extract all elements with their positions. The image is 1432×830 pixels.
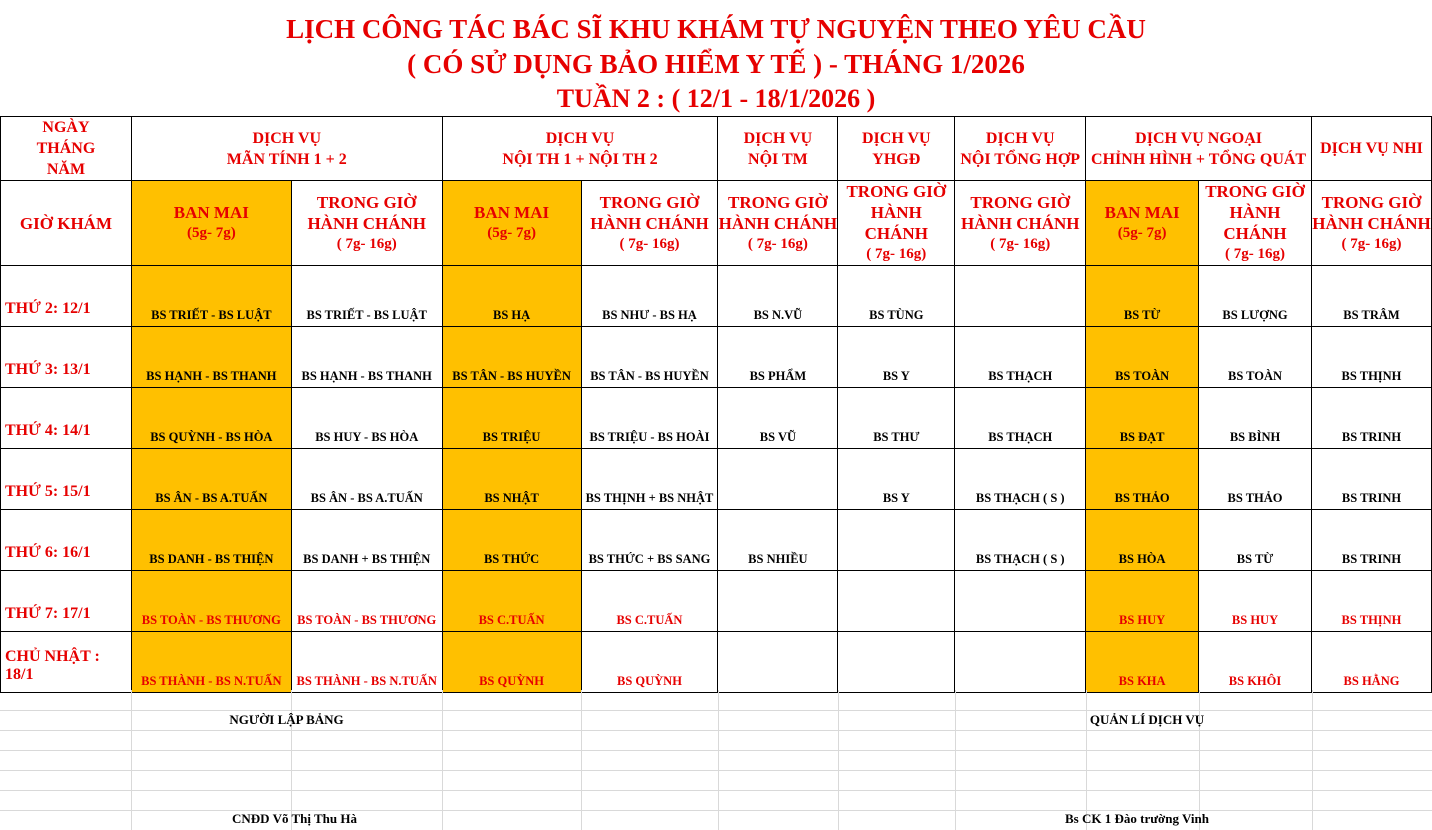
schedule-cell xyxy=(838,510,955,571)
doctor-names: BS NHIỀU xyxy=(748,552,808,566)
schedule-cell xyxy=(581,388,718,449)
service-manager-label: QUẢN LÍ DỊCH VỤ xyxy=(1089,712,1205,727)
schedule-cell xyxy=(838,632,955,693)
hanh-chanh-header: TRONG GIỜ HÀNH CHÁNH ( 7g- 16g) xyxy=(718,181,838,266)
doctor-names: BS TRÂM xyxy=(1343,308,1400,322)
day-label: THỨ 3: 13/1 xyxy=(1,327,132,388)
schedule-cell xyxy=(131,266,291,327)
ban-mai-header: BAN MAI (5g- 7g) xyxy=(131,181,291,266)
schedule-cell xyxy=(718,449,838,510)
table-row xyxy=(1,510,1432,571)
schedule-cell xyxy=(291,632,442,693)
service-manager-name: Bs CK 1 Đào trường Vinh xyxy=(1065,811,1209,826)
doctor-names: BS VŨ xyxy=(759,430,796,444)
table-row xyxy=(1,388,1432,449)
doctor-names: BS HÒA xyxy=(1118,552,1166,566)
schedule-cell xyxy=(1086,632,1199,693)
schedule-cell xyxy=(442,510,581,571)
day-label: CHỦ NHẬT : 18/1 xyxy=(1,632,132,693)
service-header-nhi: DỊCH VỤ NHI xyxy=(1311,117,1431,181)
schedule-cell xyxy=(442,327,581,388)
doctor-names: BS HUY - BS HÒA xyxy=(315,430,419,444)
doctor-names: BS DANH - BS THIỆN xyxy=(149,552,274,566)
schedule-cell xyxy=(1311,571,1431,632)
doctor-names: BS BÌNH xyxy=(1229,430,1281,444)
schedule-cell xyxy=(955,571,1086,632)
schedule-cell xyxy=(442,388,581,449)
schedule-cell xyxy=(442,571,581,632)
schedule-cell xyxy=(1199,266,1312,327)
doctor-names: BS NHƯ - BS HẠ xyxy=(602,308,697,322)
schedule-cell xyxy=(581,266,718,327)
schedule-cell xyxy=(581,510,718,571)
hanh-chanh-header: TRONG GIỜ HÀNH CHÁNH ( 7g- 16g) xyxy=(1199,181,1312,266)
day-label: THỨ 2: 12/1 xyxy=(1,266,132,327)
service-header-noi-tm: DỊCH VỤ NỘI TM xyxy=(718,117,838,181)
schedule-cell xyxy=(1199,571,1312,632)
schedule-cell xyxy=(291,266,442,327)
prepared-by-name: CNĐD Võ Thị Thu Hà xyxy=(232,811,357,826)
doctor-names: BS THỨC + BS SANG xyxy=(588,552,711,566)
doctor-names: BS LƯỢNG xyxy=(1222,308,1288,322)
ban-mai-header: BAN MAI (5g- 7g) xyxy=(1086,181,1199,266)
doctor-names: BS TRINH xyxy=(1341,430,1402,444)
schedule-cell xyxy=(581,632,718,693)
doctor-names: BS QUỲNH - BS HÒA xyxy=(150,430,273,444)
schedule-cell xyxy=(291,449,442,510)
doctor-names: BS HUY xyxy=(1231,613,1279,627)
doctor-names: BS THẢO xyxy=(1227,491,1283,505)
schedule-cell xyxy=(1311,449,1431,510)
doctor-names: BS C.TUẤN xyxy=(478,613,545,627)
schedule-body xyxy=(1,266,1432,693)
schedule-cell xyxy=(291,571,442,632)
doctor-names: BS TÙNG xyxy=(869,308,924,322)
doctor-names: BS TRINH xyxy=(1341,491,1402,505)
doctor-names: BS THỨC xyxy=(483,552,540,566)
doctor-names: BS THẠCH xyxy=(988,430,1053,444)
doctor-names: BS Y xyxy=(882,491,910,505)
hanh-chanh-header: TRONG GIỜ HÀNH CHÁNH ( 7g- 16g) xyxy=(838,181,955,266)
table-row xyxy=(1,327,1432,388)
doctor-names: BS THỊNH xyxy=(1341,613,1402,627)
schedule-cell xyxy=(718,632,838,693)
title-line-3: TUẦN 2 : ( 12/1 - 18/1/2026 ) xyxy=(556,84,876,113)
doctor-names: BS N.VŨ xyxy=(753,308,803,322)
service-header-yhgd: DỊCH VỤ YHGĐ xyxy=(838,117,955,181)
doctor-names: BS THÀNH - BS N.TUẤN xyxy=(296,674,437,688)
doctor-names: BS KHA xyxy=(1118,674,1166,688)
prepared-by-label: NGƯỜI LẬP BẢNG xyxy=(229,712,344,727)
doctor-names: BS HẠ xyxy=(492,308,531,322)
schedule-cell xyxy=(838,388,955,449)
schedule-cell xyxy=(131,510,291,571)
schedule-cell xyxy=(1199,449,1312,510)
footer-block xyxy=(0,690,1432,830)
doctor-names xyxy=(838,566,954,568)
doctor-names xyxy=(718,627,837,629)
doctor-names: BS TRIỆU xyxy=(482,430,541,444)
doctor-names: BS HUY xyxy=(1119,613,1166,627)
ban-mai-header: BAN MAI (5g- 7g) xyxy=(442,181,581,266)
doctor-names: BS KHÔI xyxy=(1228,674,1282,688)
schedule-cell xyxy=(955,632,1086,693)
schedule-cell xyxy=(1199,327,1312,388)
service-header-man-tinh: DỊCH VỤ MÃN TÍNH 1 + 2 xyxy=(131,117,442,181)
title-block xyxy=(0,0,1432,117)
doctor-names: BS PHẨM xyxy=(749,369,807,383)
schedule-cell xyxy=(1311,266,1431,327)
doctor-names: BS THẠCH ( S ) xyxy=(975,491,1065,505)
doctor-names: BS THẠCH ( S ) xyxy=(975,552,1065,566)
schedule-cell xyxy=(718,327,838,388)
doctor-names: BS TOÀN xyxy=(1227,369,1283,383)
date-column-header: NGÀY THÁNG NĂM xyxy=(1,117,132,181)
day-label: THỨ 6: 16/1 xyxy=(1,510,132,571)
day-label: THỨ 7: 17/1 xyxy=(1,571,132,632)
schedule-cell xyxy=(1311,388,1431,449)
title-line-2: ( CÓ SỬ DỤNG BẢO HIỂM Y TẾ ) - THÁNG 1/2026 xyxy=(407,49,1025,79)
doctor-names xyxy=(718,505,837,507)
schedule-cell xyxy=(955,449,1086,510)
schedule-cell xyxy=(581,327,718,388)
table-row xyxy=(1,266,1432,327)
doctor-names: BS NHẬT xyxy=(484,491,539,505)
doctor-names: BS THẢO xyxy=(1114,491,1170,505)
table-row xyxy=(1,449,1432,510)
doctor-names: BS TỪ xyxy=(1123,308,1161,322)
doctor-names: BS HẠNH - BS THANH xyxy=(146,369,277,383)
doctor-names: BS THỊNH + BS NHẬT xyxy=(585,491,714,505)
schedule-cell xyxy=(718,266,838,327)
schedule-cell xyxy=(1311,510,1431,571)
doctor-names: BS QUỲNH xyxy=(479,674,545,688)
schedule-cell xyxy=(1086,449,1199,510)
doctor-names: BS HẰNG xyxy=(1343,674,1400,688)
service-header-noi-th: DỊCH VỤ NỘI TH 1 + NỘI TH 2 xyxy=(442,117,718,181)
hanh-chanh-header: TRONG GIỜ HÀNH CHÁNH ( 7g- 16g) xyxy=(581,181,718,266)
schedule-cell xyxy=(838,571,955,632)
schedule-cell xyxy=(718,388,838,449)
table-row xyxy=(1,571,1432,632)
hanh-chanh-header: TRONG GIỜ HÀNH CHÁNH ( 7g- 16g) xyxy=(291,181,442,266)
schedule-cell xyxy=(131,632,291,693)
schedule-cell xyxy=(442,632,581,693)
schedule-cell xyxy=(442,266,581,327)
schedule-cell xyxy=(955,388,1086,449)
doctor-names: BS ÂN - BS A.TUẤN xyxy=(310,491,423,505)
schedule-cell xyxy=(1086,266,1199,327)
doctor-names: BS TỪ xyxy=(1236,552,1274,566)
schedule-cell xyxy=(955,510,1086,571)
schedule-cell xyxy=(718,510,838,571)
schedule-cell xyxy=(131,571,291,632)
schedule-cell xyxy=(581,449,718,510)
schedule-cell xyxy=(131,327,291,388)
doctor-names: BS TRIẾT - BS LUẬT xyxy=(306,308,427,322)
doctor-names xyxy=(955,322,1085,324)
schedule-cell xyxy=(1311,327,1431,388)
hanh-chanh-header: TRONG GIỜ HÀNH CHÁNH ( 7g- 16g) xyxy=(1311,181,1431,266)
doctor-names: BS DANH + BS THIỆN xyxy=(303,552,431,566)
time-column-header: GIỜ KHÁM xyxy=(1,181,132,266)
doctor-names: BS TÂN - BS HUYỀN xyxy=(452,369,571,383)
doctor-names: BS TOÀN - BS THƯƠNG xyxy=(141,613,281,627)
doctor-names: BS THÀNH - BS N.TUẤN xyxy=(141,674,282,688)
schedule-cell xyxy=(1086,510,1199,571)
doctor-names: BS TOÀN - BS THƯƠNG xyxy=(297,613,437,627)
schedule-cell xyxy=(1311,632,1431,693)
schedule-cell xyxy=(718,571,838,632)
day-label: THỨ 5: 15/1 xyxy=(1,449,132,510)
doctor-names: BS HẠNH - BS THANH xyxy=(301,369,432,383)
title-line-1: LỊCH CÔNG TÁC BÁC SĨ KHU KHÁM TỰ NGUYỆN THEO YÊU CẦU xyxy=(286,14,1146,44)
doctor-names: BS ÂN - BS A.TUẤN xyxy=(155,491,268,505)
schedule-cell xyxy=(581,571,718,632)
schedule-table xyxy=(0,116,1432,693)
schedule-cell xyxy=(1086,571,1199,632)
schedule-cell xyxy=(291,388,442,449)
doctor-names: BS TOÀN xyxy=(1115,369,1170,383)
schedule-cell xyxy=(1086,388,1199,449)
schedule-cell xyxy=(131,388,291,449)
doctor-names: BS THỊNH xyxy=(1341,369,1402,383)
schedule-cell xyxy=(291,510,442,571)
doctor-names: BS TRIỆU - BS HOÀI xyxy=(589,430,710,444)
schedule-cell xyxy=(1199,388,1312,449)
doctor-names: BS QUỲNH xyxy=(616,674,682,688)
doctor-names: BS THƯ xyxy=(873,430,920,444)
doctor-names: BS ĐẠT xyxy=(1119,430,1165,444)
doctor-names: BS Y xyxy=(882,369,910,383)
schedule-cell xyxy=(1199,510,1312,571)
schedule-cell xyxy=(955,327,1086,388)
day-label: THỨ 4: 14/1 xyxy=(1,388,132,449)
schedule-cell xyxy=(1086,327,1199,388)
service-header-noi-tong-hop: DỊCH VỤ NỘI TỔNG HỢP xyxy=(955,117,1086,181)
schedule-cell xyxy=(291,327,442,388)
doctor-names: BS C.TUẤN xyxy=(616,613,683,627)
doctor-names: BS TÂN - BS HUYỀN xyxy=(590,369,709,383)
table-row xyxy=(1,632,1432,693)
doctor-names: BS TRIẾT - BS LUẬT xyxy=(151,308,272,322)
schedule-cell xyxy=(1199,632,1312,693)
doctor-names xyxy=(955,627,1085,629)
schedule-cell xyxy=(442,449,581,510)
service-header-ngoai: DỊCH VỤ NGOẠI CHỈNH HÌNH + TỔNG QUÁT xyxy=(1086,117,1312,181)
doctor-names xyxy=(838,627,954,629)
schedule-cell xyxy=(838,449,955,510)
doctor-names: BS THẠCH xyxy=(988,369,1053,383)
schedule-cell xyxy=(838,266,955,327)
doctor-names: BS TRINH xyxy=(1341,552,1402,566)
schedule-cell xyxy=(131,449,291,510)
hanh-chanh-header: TRONG GIỜ HÀNH CHÁNH ( 7g- 16g) xyxy=(955,181,1086,266)
schedule-cell xyxy=(955,266,1086,327)
schedule-cell xyxy=(838,327,955,388)
